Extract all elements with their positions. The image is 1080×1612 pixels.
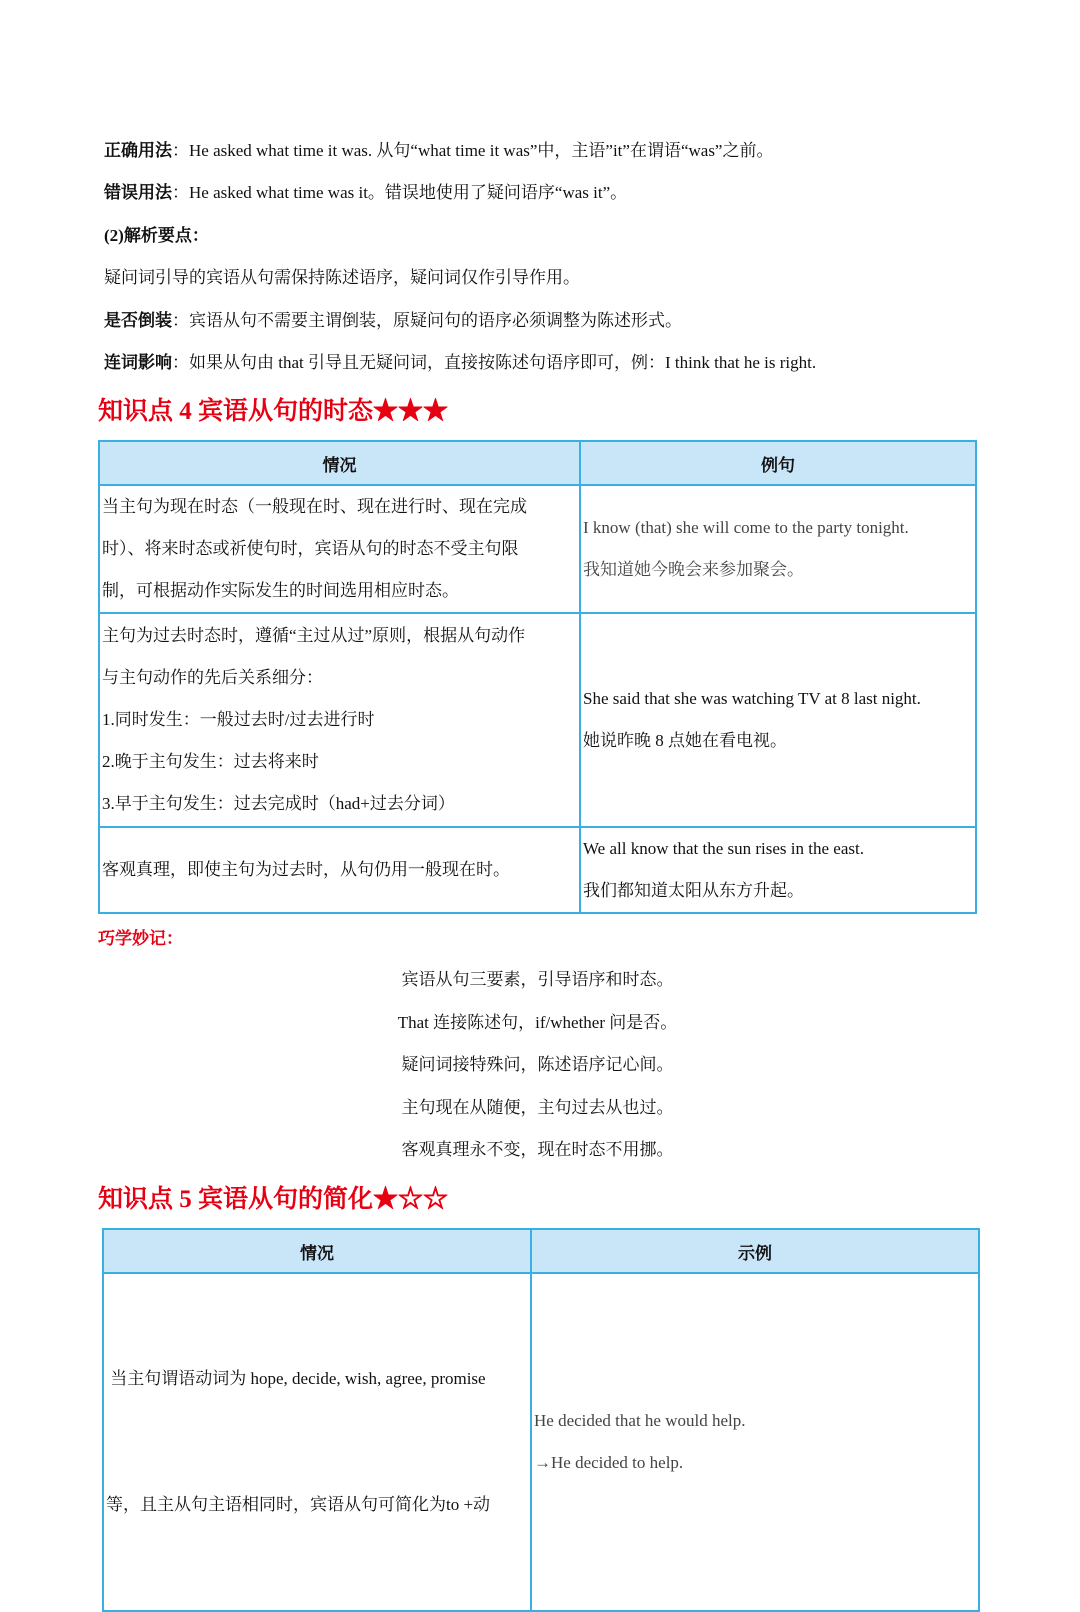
inversion-label: 是否倒装 bbox=[104, 311, 172, 330]
inversion-text: ：宾语从句不需要主谓倒装，原疑问句的语序必须调整为陈述形式。 bbox=[172, 311, 682, 330]
situation-line: 与主句动作的先后关系细分： bbox=[102, 668, 323, 687]
table-row bbox=[99, 485, 976, 613]
header-situation: 情况 bbox=[99, 441, 580, 485]
example-zh: 我知道她今晚会来参加聚会。 bbox=[583, 560, 804, 579]
situation-line: 客观真理，即使主句为过去时，从句仍用一般现在时。 bbox=[102, 860, 510, 879]
section4-stars: ★★★ bbox=[373, 398, 449, 425]
table-row bbox=[99, 613, 976, 827]
situation-line: 等，且主从句主语相同时，宾语从句可简化为to +动 bbox=[106, 1495, 491, 1514]
situation-cell bbox=[99, 827, 580, 913]
situation-cell bbox=[99, 485, 580, 613]
correct-usage-text: ：He asked what time it was. 从句“what time it was”中，主语”it”在谓语“was”之前。 bbox=[172, 141, 774, 160]
example-cell bbox=[580, 485, 976, 613]
situation-line: 时）、将来时态或祈使句时，宾语从句的时态不受主句限 bbox=[102, 539, 519, 558]
table-row bbox=[103, 1273, 979, 1611]
situation-line: 1.同时发生：一般过去时/过去进行时 bbox=[102, 710, 375, 729]
correct-usage-label: 正确用法 bbox=[104, 141, 172, 160]
section5-stars: ★☆☆ bbox=[373, 1186, 449, 1213]
header-situation: 情况 bbox=[103, 1229, 531, 1273]
situation-line: 当主句谓语动词为 hope, decide, wish, agree, promise bbox=[106, 1369, 486, 1388]
example-cell bbox=[531, 1273, 979, 1611]
situation-line: 主句为过去时态时，遵循“主过从过”原则，根据从句动作 bbox=[102, 626, 526, 645]
point-text: 疑问词引导的宾语从句需保持陈述语序，疑问词仅作引导作用。 bbox=[104, 268, 580, 287]
simplification-table bbox=[102, 1228, 980, 1612]
example-en: I know (that) she will come to the party tonight. bbox=[583, 518, 909, 537]
example-cell bbox=[580, 613, 976, 827]
section4-title: 知识点 4 宾语从句的时态 bbox=[98, 398, 374, 425]
mnemonic-line: 客观真理永不变，现在时态不用挪。 bbox=[401, 1140, 674, 1159]
conjunction-label: 连词影响 bbox=[104, 353, 172, 372]
mnemonic-line: 主句现在从随便，主句过去从也过。 bbox=[401, 1098, 674, 1117]
situation-cell bbox=[99, 613, 580, 827]
conjunction-line bbox=[104, 351, 816, 375]
points-title: (2)解析要点： bbox=[104, 226, 209, 245]
tense-table-header bbox=[99, 441, 976, 485]
section5-title: 知识点 5 宾语从句的简化 bbox=[98, 1186, 374, 1213]
example-cell bbox=[580, 827, 976, 913]
example-zh: 她说昨晚 8 点她在看电视。 bbox=[583, 731, 787, 750]
mnemonic-line: That 连接陈述句，if/whether 问是否。 bbox=[397, 1013, 678, 1032]
mnemonic-label: 巧学妙记： bbox=[98, 929, 183, 948]
wrong-usage-text: ：He asked what time was it。错误地使用了疑问语序“was it”。 bbox=[172, 183, 628, 202]
simplification-table-header bbox=[103, 1229, 979, 1273]
example-en: →He decided to help. bbox=[534, 1453, 684, 1472]
correct-usage-line bbox=[104, 139, 773, 163]
section5-heading bbox=[98, 1184, 448, 1216]
inversion-line bbox=[104, 309, 682, 333]
example-en: He decided that he would help. bbox=[534, 1411, 746, 1430]
header-example: 例句 bbox=[580, 441, 976, 485]
section4-heading bbox=[98, 396, 448, 428]
situation-cell bbox=[103, 1273, 531, 1611]
table-row bbox=[99, 827, 976, 913]
example-zh: 我们都知道太阳从东方升起。 bbox=[583, 881, 804, 900]
tense-table bbox=[98, 440, 977, 914]
wrong-usage-label: 错误用法 bbox=[104, 183, 172, 202]
example-en: We all know that the sun rises in the east. bbox=[583, 839, 864, 858]
conjunction-text: ：如果从句由 that 引导且无疑问词，直接按陈述句语序即可，例：I think that he is right. bbox=[172, 353, 817, 372]
mnemonic-line: 疑问词接特殊问，陈述语序记心间。 bbox=[401, 1055, 674, 1074]
mnemonic-line: 宾语从句三要素，引导语序和时态。 bbox=[401, 970, 674, 989]
situation-line: 制，可根据动作实际发生的时间选用相应时态。 bbox=[102, 581, 459, 600]
example-en: She said that she was watching TV at 8 last night. bbox=[583, 689, 921, 708]
situation-line: 3.早于主句发生：过去完成时（had+过去分词） bbox=[102, 794, 455, 813]
wrong-usage-line bbox=[104, 181, 627, 205]
header-example: 示例 bbox=[531, 1229, 979, 1273]
situation-line: 当主句为现在时态（一般现在时、现在进行时、现在完成 bbox=[102, 497, 527, 516]
situation-line: 2.晚于主句发生：过去将来时 bbox=[102, 752, 319, 771]
